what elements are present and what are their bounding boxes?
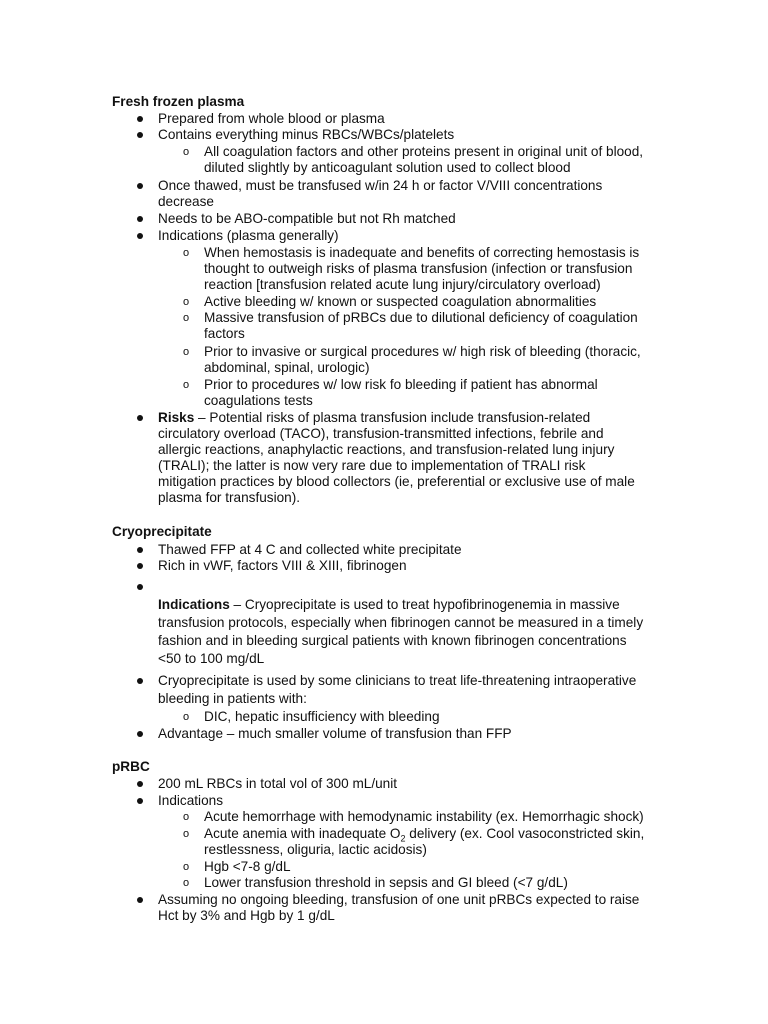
list-item: Prior to invasive or surgical procedures w/ high risk of bleeding (thoracic, bbox=[204, 344, 641, 359]
list-item-cont: circulatory overload (TACO), transfusion-transmitted infections, febrile and bbox=[158, 426, 604, 441]
list-item-cont: Hct by 3% and Hgb by 1 g/dL bbox=[158, 908, 335, 923]
sub-bullet: o bbox=[183, 296, 190, 308]
section-title-cryo: Cryoprecipitate bbox=[112, 524, 212, 539]
list-item bbox=[158, 597, 620, 613]
bullet bbox=[137, 216, 143, 222]
bullet bbox=[137, 781, 143, 787]
list-item: Advantage – much smaller volume of transfusion than FFP bbox=[158, 726, 512, 741]
list-item-cont: coagulations tests bbox=[204, 393, 313, 408]
bullet bbox=[137, 116, 143, 122]
list-item-cont: decrease bbox=[158, 194, 214, 209]
list-item-cont: transfusion protocols, especially when fibrinogen cannot be measured in a timely bbox=[158, 615, 644, 630]
list-item-cont: mitigation practices by blood collectors (ie, preferential or exclusive use of male bbox=[158, 474, 635, 489]
bullet bbox=[137, 798, 143, 804]
sub-bullet: o bbox=[183, 828, 190, 840]
indications-label: Indications bbox=[158, 597, 230, 612]
sub-bullet: o bbox=[183, 312, 190, 324]
sub-bullet: o bbox=[183, 861, 190, 873]
list-item: Indications bbox=[158, 793, 223, 808]
list-item: Indications (plasma generally) bbox=[158, 228, 339, 243]
list-item: Rich in vWF, factors VIII & XIII, fibrinogen bbox=[158, 558, 407, 573]
sub-bullet: o bbox=[183, 146, 190, 158]
sub-bullet: o bbox=[183, 711, 190, 723]
bullet bbox=[137, 183, 143, 189]
list-item-cont: abdominal, spinal, urologic) bbox=[204, 360, 370, 375]
bullet bbox=[137, 415, 143, 421]
o2-text-pre: Acute anemia with inadequate O bbox=[204, 826, 401, 841]
list-item-cont: <50 to 100 mg/dL bbox=[158, 651, 265, 666]
section-title-ffp: Fresh frozen plasma bbox=[112, 94, 245, 109]
sub-bullet: o bbox=[183, 811, 190, 823]
list-item: 200 mL RBCs in total vol of 300 mL/unit bbox=[158, 776, 398, 791]
bullet bbox=[137, 678, 143, 684]
bullet bbox=[137, 563, 143, 569]
risks-text: – Potential risks of plasma transfusion include transfusion-related bbox=[194, 410, 591, 425]
list-item-cont: factors bbox=[204, 326, 245, 341]
list-item: Hgb <7-8 g/dL bbox=[204, 859, 291, 874]
list-item: Needs to be ABO-compatible but not Rh matched bbox=[158, 211, 456, 226]
o2-text-post: delivery (ex. Cool vasoconstricted skin, bbox=[405, 826, 645, 841]
sub-bullet: o bbox=[183, 877, 190, 889]
list-item: DIC, hepatic insufficiency with bleeding bbox=[204, 709, 440, 724]
list-item-cont: restlessness, oliguria, lactic acidosis) bbox=[204, 842, 427, 857]
list-item-cont: (TRALI); the latter is now very rare due to implementation of TRALI risk bbox=[158, 458, 586, 473]
list-item: Thawed FFP at 4 C and collected white precipitate bbox=[158, 542, 462, 557]
list-item: When hemostasis is inadequate and benefits of correcting hemostasis is bbox=[204, 245, 640, 260]
list-item bbox=[158, 410, 590, 426]
bullet bbox=[137, 584, 143, 590]
bullet bbox=[137, 897, 143, 903]
sub-bullet: o bbox=[183, 379, 190, 391]
list-item-cont: fashion and in bleeding surgical patients with known fibrinogen concentrations bbox=[158, 633, 627, 648]
risks-label: Risks bbox=[158, 410, 195, 425]
o2-subscript: 2 bbox=[400, 833, 406, 844]
list-item: Massive transfusion of pRBCs due to dilutional deficiency of coagulation bbox=[204, 310, 638, 325]
list-item: Active bleeding w/ known or suspected coagulation abnormalities bbox=[204, 294, 597, 309]
list-item bbox=[204, 826, 644, 842]
list-item: Cryoprecipitate is used by some clinicians to treat life-threatening intraoperative bbox=[158, 673, 637, 688]
list-item-cont: diluted slightly by anticoagulant solution used to collect blood bbox=[204, 160, 571, 175]
list-item: Assuming no ongoing bleeding, transfusion of one unit pRBCs expected to raise bbox=[158, 892, 640, 907]
list-item-cont: plasma for transfusion). bbox=[158, 490, 301, 505]
list-item: Once thawed, must be transfused w/in 24 h or factor V/VIII concentrations bbox=[158, 178, 603, 193]
bullet bbox=[137, 547, 143, 553]
list-item: Prior to procedures w/ low risk fo bleeding if patient has abnormal bbox=[204, 377, 598, 392]
list-item-cont: reaction [transfusion related acute lung injury/circulatory overload) bbox=[204, 277, 601, 292]
list-item-cont: allergic reactions, anaphylactic reactions, and transfusion-related lung injury bbox=[158, 442, 615, 457]
list-item: All coagulation factors and other proteins present in original unit of blood, bbox=[204, 144, 644, 159]
bullet bbox=[137, 132, 143, 138]
sub-bullet: o bbox=[183, 346, 190, 358]
list-item: Contains everything minus RBCs/WBCs/platelets bbox=[158, 127, 455, 142]
section-title-prbc: pRBC bbox=[112, 759, 150, 774]
list-item: Prepared from whole blood or plasma bbox=[158, 111, 385, 126]
list-item: Lower transfusion threshold in sepsis and GI bleed (<7 g/dL) bbox=[204, 875, 568, 890]
sub-bullet: o bbox=[183, 247, 190, 259]
bullet bbox=[137, 233, 143, 239]
list-item-cont: bleeding in patients with: bbox=[158, 691, 307, 706]
list-item-cont: thought to outweigh risks of plasma transfusion (infection or transfusion bbox=[204, 261, 633, 276]
bullet bbox=[137, 731, 143, 737]
indications-text: – Cryoprecipitate is used to treat hypofibrinogenemia in massive bbox=[229, 597, 620, 612]
list-item: Acute hemorrhage with hemodynamic instability (ex. Hemorrhagic shock) bbox=[204, 809, 644, 824]
